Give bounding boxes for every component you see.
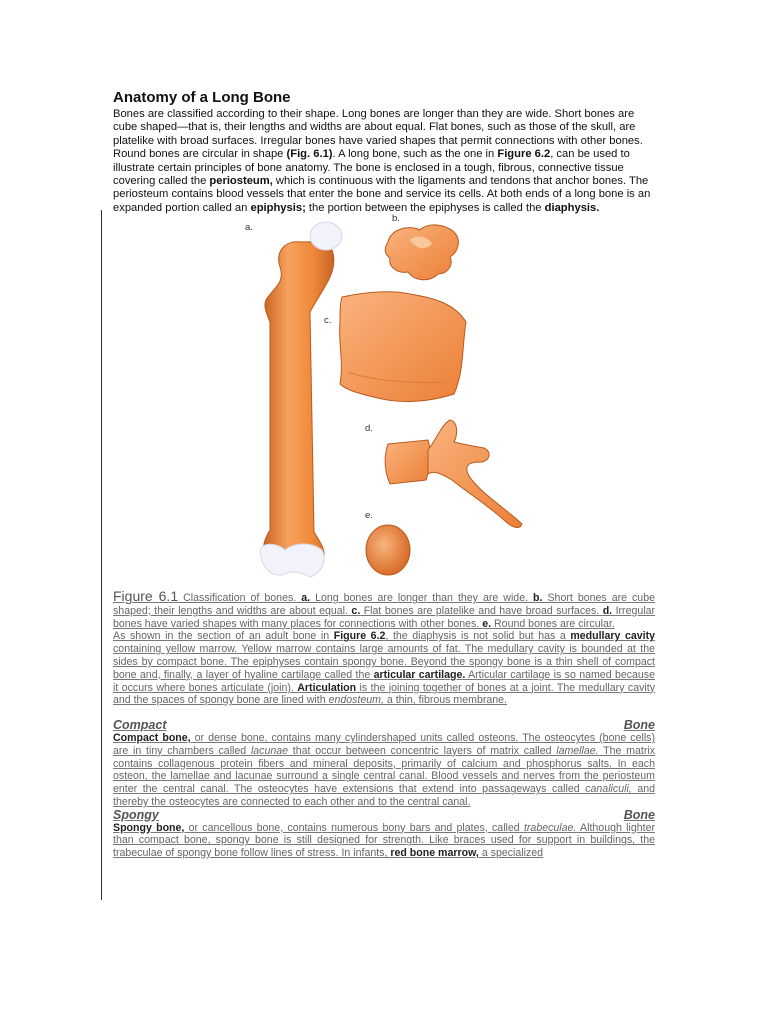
body-text: a thin, fibrous membrane. — [383, 694, 507, 707]
body-text: or dense bone, contains many cylindershaped units called osteons. The osteocytes (bone cells) are in tiny chambers called — [113, 731, 655, 757]
caption-text: Round bones are circular. — [491, 617, 615, 630]
short-bone — [385, 225, 458, 280]
body-text: or cancellous bone, contains numerous bony bars and plates, called — [184, 821, 524, 834]
left-margin-rule — [101, 210, 102, 900]
term-spongy-bone: Spongy bone, — [113, 821, 185, 834]
spongy-bone-paragraph — [113, 822, 655, 860]
intro-paragraph — [113, 108, 655, 215]
body-text: The matrix contains collagenous protein fibers and mineral deposits, primarily of calcium and phosphorus salts. In each osteon, the lamellae and lacunae surround a single central canal. Blood vessels and nerves from the periosteum enter the central canal. The osteocytes have extensions that extend into passageways called — [113, 744, 656, 796]
medullary-paragraph — [113, 630, 655, 707]
term-canaliculi: canaliculi, — [585, 783, 632, 796]
intro-text: Bones are classified according to their shape. Long bones are longer than they are wide. Short bones are cube shaped—that is, their lengths and widths are about equal. Flat bones, such as those of the skull, are platelike with broad surfaces. Irregular bones have varied shapes that permit connections with other bones. Round bones are circular in shape — [113, 108, 643, 161]
term-endosteum: endosteum, — [328, 694, 384, 707]
body-text: containing yellow marrow. Yellow marrow contains large amounts of fat. The medullary cavity is bounded at the sides by compact bone. The epiphyses contain spongy bone. Beyond the spongy bone is a thin shell of compact bone and, finally, a layer of hyaline cartilage called the — [113, 643, 655, 681]
term-articular-cartilage: articular cartilage. — [373, 668, 466, 681]
term-articulation: Articulation — [297, 681, 357, 694]
heading-right: Bone — [623, 807, 655, 822]
caption-text: Irregular bones have varied shapes with many places for connections with other bones. — [113, 604, 656, 630]
label-c: c. — [324, 315, 332, 326]
caption-letter-d: d. — [602, 604, 613, 617]
fig-6-1-ref: (Fig. 6.1) — [286, 148, 333, 161]
flat-bone — [340, 292, 466, 402]
caption-text: Classification of bones. — [178, 592, 302, 604]
caption-letter-b: b. — [533, 592, 543, 604]
intro-text: which is continuous with the ligaments and tendons that anchor bones. The periosteum contains blood vessels that enter the bone and service its cells. At both ends of a long bone is an expanded portion called an — [113, 175, 651, 214]
body-text: and thereby the osteocytes are connected to each other and to the central canal. — [113, 783, 656, 808]
caption-text: Short bones are cube shaped; their lengths and widths are about equal. — [113, 592, 655, 617]
page-title: Anatomy of a Long Bone — [113, 89, 291, 106]
label-b: b. — [392, 213, 400, 224]
long-bone-femur — [260, 222, 342, 577]
term-compact-bone: Compact bone, — [113, 731, 191, 744]
compact-bone-heading — [113, 719, 655, 732]
label-a: a. — [245, 222, 253, 233]
figure-caption — [113, 590, 655, 630]
term-epiphysis: epiphysis; — [250, 201, 306, 214]
intro-text: . A long bone, such as the one in — [332, 148, 498, 161]
intro-text: the portion between the epiphyses is called the — [305, 201, 545, 214]
compact-bone-paragraph — [113, 732, 655, 809]
term-trabeculae: trabeculae. — [523, 821, 577, 834]
label-e: e. — [365, 510, 373, 521]
intro-text: , can be used to illustrate certain principles of bone anatomy. The bone is enclosed in a tough, fibrous, connective tissue covering called the — [113, 148, 630, 188]
term-medullary-cavity: medullary cavity — [570, 630, 656, 643]
caption-letter-c: c. — [351, 604, 361, 617]
label-d: d. — [365, 423, 373, 434]
heading-left: Compact — [113, 718, 167, 733]
figure-number: Figure 6.1 — [113, 588, 179, 604]
fig-6-2-ref: Figure 6.2 — [497, 148, 551, 161]
distal-cartilage — [260, 544, 324, 577]
caption-and-body — [113, 590, 655, 860]
body-text: As shown in the section of an adult bone in — [113, 630, 334, 643]
fig-6-2-ref: Figure 6.2 — [333, 630, 386, 643]
heading-right: Bone — [623, 718, 655, 733]
body-text: that occur between concentric layers of matrix called — [288, 744, 557, 757]
body-text: is the joining together of bones at a joint. The medullary cavity and the spaces of spongy bone are lined with — [113, 681, 655, 707]
heading-left: Spongy — [113, 807, 159, 822]
femoral-head-cartilage — [310, 222, 342, 250]
body-text: Although lighter than compact bone, spongy bone is still designed for strength. Like braces used for support in buildings, the trabeculae of spongy bone follow lines of stress. In infants, — [113, 821, 655, 860]
term-red-bone-marrow: red bone marrow, — [390, 847, 479, 860]
bone-illustrations — [240, 212, 540, 587]
caption-letter-a: a. — [301, 592, 311, 604]
term-diaphysis: diaphysis. — [544, 201, 600, 214]
round-bone-patella — [366, 525, 410, 575]
spongy-bone-heading — [113, 809, 655, 822]
bone-classification-figure — [240, 212, 540, 587]
body-text: , the diaphysis is not solid but has a — [385, 630, 571, 643]
irregular-bone-vertebra — [385, 420, 522, 527]
caption-letter-e: e. — [482, 617, 492, 630]
body-text: a specialized — [478, 847, 544, 860]
term-lacunae: lacunae — [250, 744, 289, 757]
caption-text: Flat bones are platelike and have broad surfaces. — [360, 604, 603, 617]
caption-text: Long bones are longer than they are wide. — [310, 592, 534, 604]
term-periosteum: periosteum, — [209, 175, 273, 188]
term-lamellae: lamellae. — [556, 744, 599, 757]
body-text: Articular cartilage is so named because it occurs where bones articulate (join). — [113, 668, 655, 694]
